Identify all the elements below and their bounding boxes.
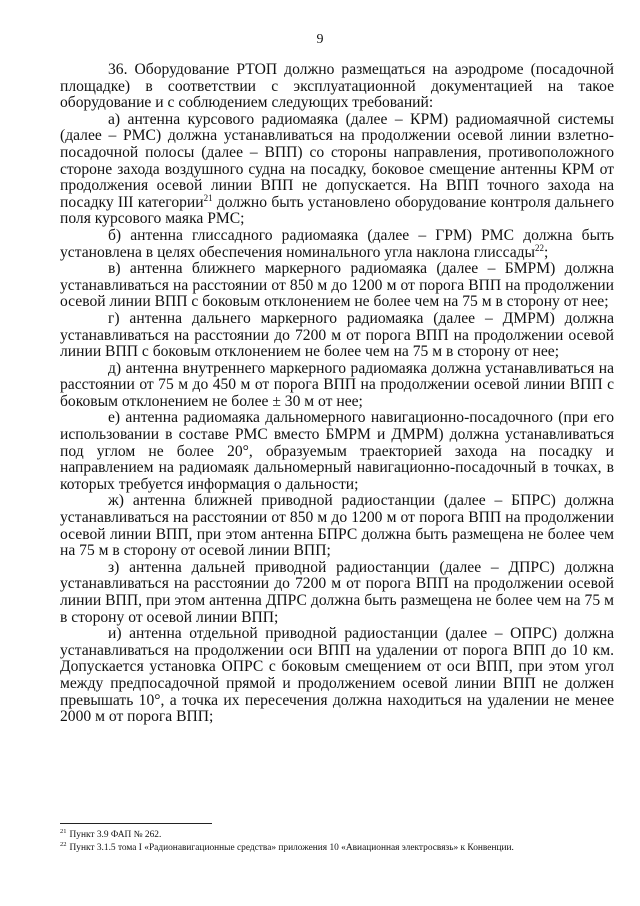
footnote-ref-21[interactable]: 21 — [203, 192, 213, 203]
paragraph-zh-bprs: ж) антенна ближней приводной радиостанции (далее – БПРС) должна устанавливаться на расстоянии от 850 м до 1200 м от порога ВПП на продолжении осевой линии ВПП, при этом антенна БПРС должна быть размещена не более чем на 75 м в сторону от осевой линии ВПП; — [60, 492, 614, 560]
footnote-separator — [60, 823, 212, 824]
paragraph-a-krm: а) антенна курсового радиомаяка (далее – КРМ) радиомаячной системы (далее – РМС) должна устанавливаться на продолжении осевой линии взлетно-посадочной полосы (далее – ВПП) со стороны направления, противоположного стороне захода воздушного судна на посадку, боковое смещение антенны КРМ от продолжения осевой линии ВПП не допускается. На ВПП точного захода на посадку III категории$^{21}$ должно быть установлено оборудование контроля дальнего поля курсового маяка РМС; — [60, 110, 614, 228]
footnotes — [60, 829, 620, 855]
page-number: 9 — [316, 32, 324, 47]
paragraph-z-dprs: з) антенна дальней приводной радиостанции (далее – ДПРС) должна устанавливаться на расстоянии до 7200 м от порога ВПП на продолжении осевой линии ВПП, при этом антенна ДПРС должна быть размещена не более чем на 75 м в сторону от осевой линии ВПП; — [60, 558, 614, 626]
paragraph-b-grm: б) антенна глиссадного радиомаяка (далее – ГРМ) РМС должна быть установлена в целях обеспечения номинального угла наклона глиссады$^{22}$; — [60, 226, 614, 261]
footnote-21: $^{21}$ Пункт 3.9 ФАП № 262. — [60, 827, 162, 840]
paragraph-e-dme: е) антенна радиомаяка дальномерного навигационно-посадочного (при его использовании в составе РМС вместо БМРМ и ДМРМ) должна устанавливаться под углом не более 20°, образуемым траекторией захода на посадку и направлением на радиомаяк дальномерный навигационно-посадочный в точках, в которых требуется информация о дальности; — [60, 409, 614, 493]
paragraph-d-inner-marker: д) антенна внутреннего маркерного радиомаяка должна устанавливаться на расстоянии от 75 м до 450 м от порога ВПП на продолжении осевой линии ВПП с боковым отклонением не более ± 30 м от нее; — [60, 359, 614, 410]
paragraph-i-oprs: и) антенна отдельной приводной радиостанции (далее – ОПРС) должна устанавливаться на продолжении оси ВПП на удалении от порога ВПП до 10 км. Допускается установка ОПРС с боковым смещением от оси ВПП, при этом угол между предпосадочной прямой и продолжением осевой линии ВПП не должен превышать 10°, а точка их пересечения должна находиться на удалении не менее 2000 м от порога ВПП; — [60, 625, 614, 726]
footnote-22: $^{22}$ Пункт 3.1.5 тома I «Радионавигационные средства» приложения 10 «Авиационная электросвязь» к Конвенции. — [60, 840, 514, 853]
paragraph-g-dmrm: г) антенна дальнего маркерного радиомаяка (далее – ДМРМ) должна устанавливаться на расстоянии до 7200 м от порога ВПП на продолжении осевой линии ВПП с боковым отклонением не более чем на 75 м в сторону от нее; — [60, 309, 614, 361]
paragraph-36-intro: 36. Оборудование РТОП должно размещаться на аэродроме (посадочной площадке) в соответствии с эксплуатационной документацией на такое оборудование и с соблюдением следующих требований: — [60, 61, 614, 112]
footnote-ref-22[interactable]: 22 — [535, 242, 545, 253]
paragraph-v-bmrm: в) антенна ближнего маркерного радиомаяка (далее – БМРМ) должна устанавливаться на расстоянии от 850 м до 1200 м от порога ВПП на продолжении осевой линии ВПП с боковым отклонением не более чем на 75 м в сторону от нее; — [60, 260, 614, 311]
body-text — [60, 62, 614, 726]
